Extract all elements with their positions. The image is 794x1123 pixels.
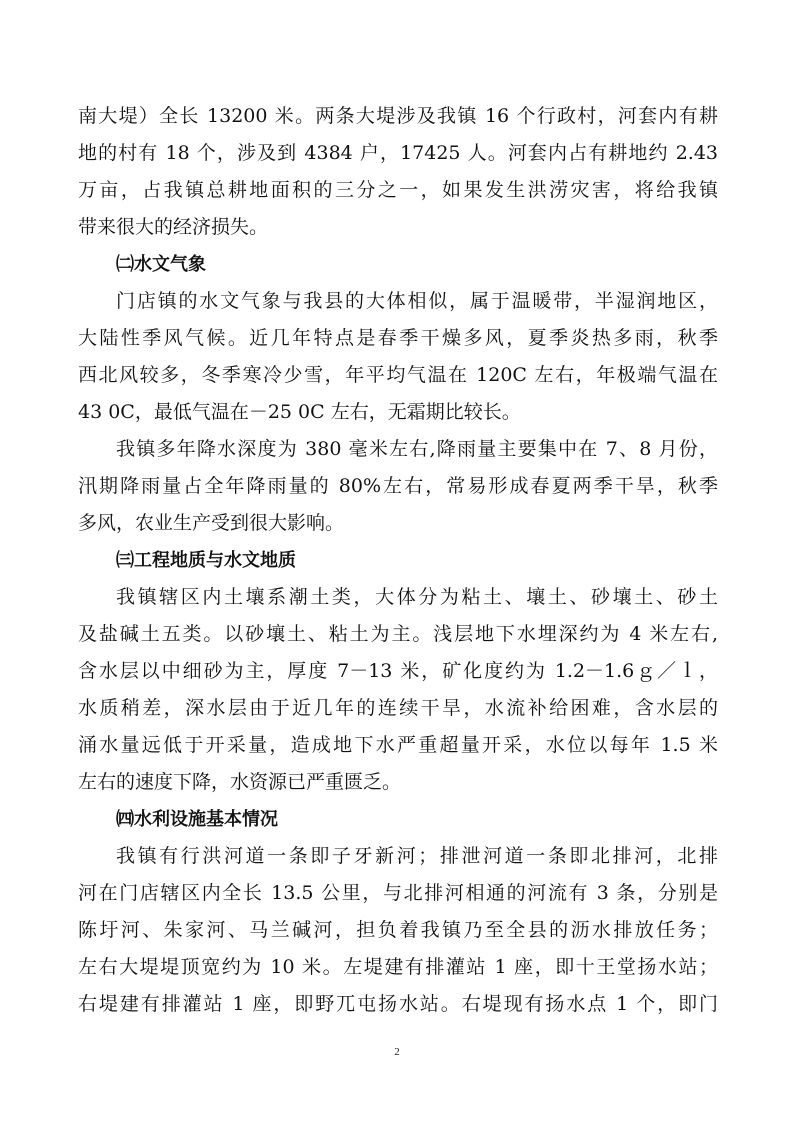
text-line: 我镇多年降水深度为 380 毫米左右,降雨量主要集中在 7、8 月份，	[116, 438, 718, 460]
paragraph-climate	[78, 283, 718, 431]
paragraph-embankment-summary	[78, 98, 718, 246]
text-line: 地的村有 18 个，涉及到 4384 户，17425 人。河套内占有耕地约 2.43	[78, 142, 718, 164]
text-line: 左右大堤堤顶宽约为 10 米。左堤建有排灌站 1 座，即十王堂扬水站；	[78, 956, 718, 978]
text-line: 左右的速度下降，水资源已严重匮乏。	[78, 771, 402, 793]
text-line: 及盐碱土五类。以砂壤土、粘土为主。浅层地下水埋深约为 4 米左右,	[78, 623, 718, 645]
text-line: 带来很大的经济损失。	[78, 216, 269, 238]
text-line: 右堤建有排灌站 1 座，即野兀屯扬水站。右堤现有扬水点 1 个，即门	[78, 993, 718, 1015]
text-line: 门店镇的水文气象与我县的大体相似，属于温暖带，半湿润地区，	[116, 290, 718, 312]
text-line: 含水层以中细砂为主，厚度 7－13 米，矿化度约为 1.2－1.6ｇ／ｌ，	[78, 660, 718, 682]
paragraph-soil-groundwater	[78, 579, 718, 801]
text-line: 涌水量远低于开采量，造成地下水严重超量开采，水位以每年 1.5 米	[78, 734, 718, 756]
section-heading-water-facilities: ㈣水利设施基本情况	[116, 809, 278, 830]
section-heading-geology: ㈢工程地质与水文地质	[116, 550, 296, 571]
text-line: 汛期降雨量占全年降雨量的 80%左右，常易形成春夏两季干旱，秋季	[78, 475, 718, 497]
document-body	[78, 98, 718, 1023]
text-line: 43 0C，最低气温在－25 0C 左右，无霜期比较长。	[78, 401, 521, 423]
text-line: 我镇有行洪河道一条即子牙新河；排泄河道一条即北排河，北排	[116, 845, 718, 867]
text-line: 万亩，占我镇总耕地面积的三分之一，如果发生洪涝灾害，将给我镇	[78, 179, 718, 201]
page-number: 2	[394, 1046, 400, 1058]
paragraph-water-facilities	[78, 838, 718, 1023]
section-heading-hydrometeorology: ㈡水文气象	[116, 254, 206, 275]
text-line: 西北风较多，冬季寒冷少雪，年平均气温在 120C 左右，年极端气温在	[78, 364, 718, 386]
text-line: 多风，农业生产受到很大影响。	[78, 512, 345, 534]
text-line: 南大堤）全长 13200 米。两条大堤涉及我镇 16 个行政村，河套内有耕	[78, 105, 718, 127]
text-line: 陈圩河、朱家河、马兰碱河，担负着我镇乃至全县的沥水排放任务；	[78, 919, 718, 941]
text-line: 水质稍差，深水层由于近几年的连续干旱，水流补给困难，含水层的	[78, 697, 718, 719]
text-line: 我镇辖区内土壤系潮土类，大体分为粘土、壤土、砂壤土、砂土	[116, 586, 718, 608]
paragraph-precipitation	[78, 431, 718, 542]
text-line: 河在门店辖区内全长 13.5 公里，与北排河相通的河流有 3 条，分别是	[78, 882, 718, 904]
text-line: 大陆性季风气候。近几年特点是春季干燥多风，夏季炎热多雨，秋季	[78, 327, 718, 349]
